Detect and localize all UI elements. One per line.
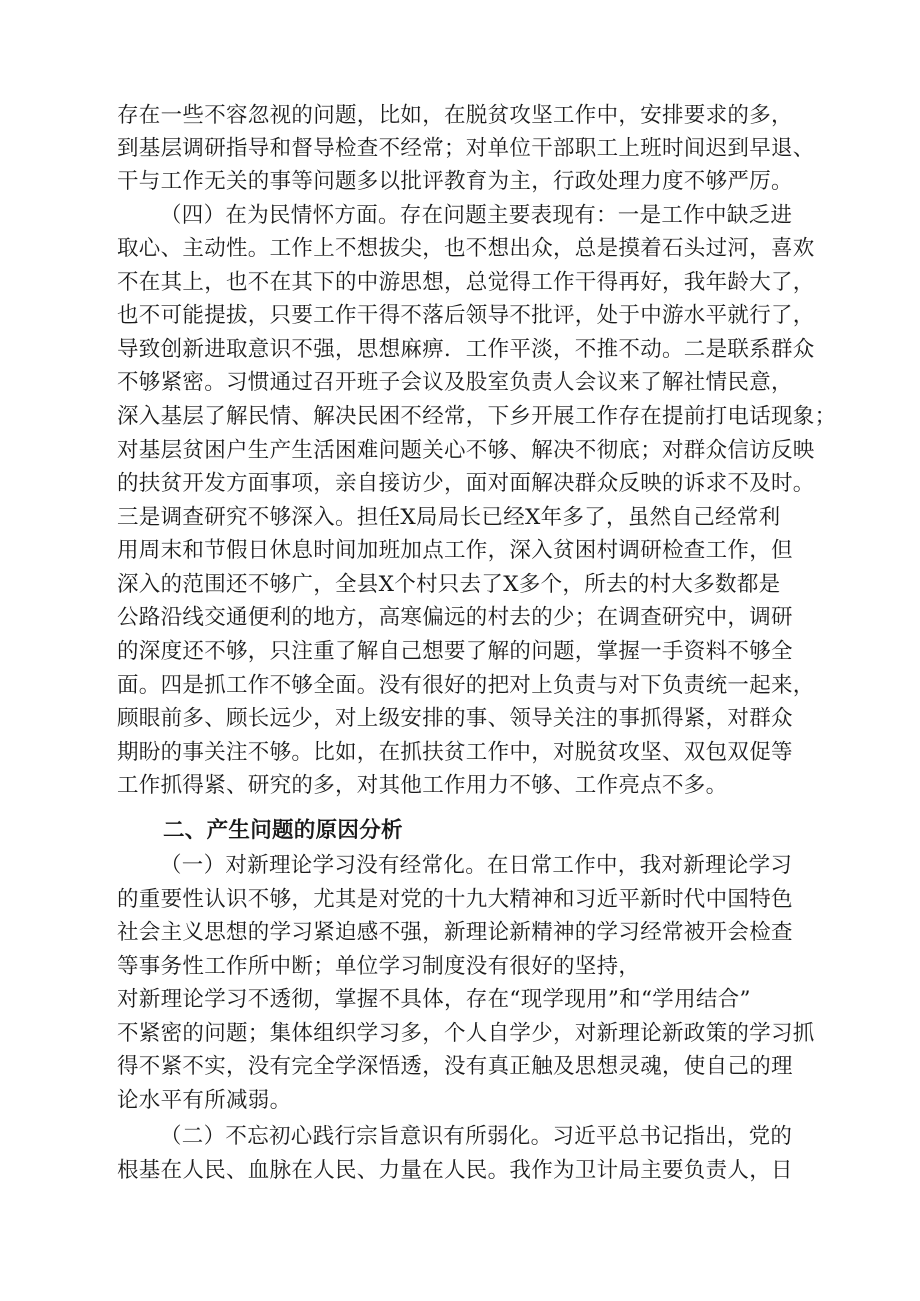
text-line: 存在一些不容忽视的问题，比如，在脱贫攻坚工作中，安排要求的多， [117,103,793,128]
text-line: 社会主义思想的学习紧迫感不强，新理论新精神的学习经常被开会检查 [117,920,793,945]
text-line: 期盼的事关注不够。比如，在抓扶贫工作中，对脱贫攻坚、双包双促等 [117,740,793,765]
text-line: 深入的范围还不够广，全县X个村只去了X多个，所去的村大多数都是 [117,572,781,597]
text-line: 导致创新进取意识不强，思想麻痹．工作平淡，不推不动。二是联系群众 [117,337,815,362]
text-line: 到基层调研指导和督导检查不经常；对单位干部职工上班时间迟到早退、 [117,136,815,161]
text-line: 工作抓得紧、研究的多，对其他工作用力不够、工作亮点不多。 [117,773,728,798]
text-line: 也不可能提拔，只要工作干得不落后领导不批评，处于中游水平就行了， [117,303,815,328]
text-line: 干与工作无关的事等问题多以批评教育为主，行政处理力度不够严厉。 [117,169,793,194]
text-line: （二）不忘初心践行宗旨意识有所弱化。习近平总书记指出，党的 [160,1124,793,1149]
text-line: 等事务性工作所中断；单位学习制度没有很好的坚持， [117,954,641,979]
text-line: 不在其上，也不在其下的中游思想，总觉得工作干得再好，我年龄大了， [117,270,815,295]
text-line: 用周末和节假日休息时间加班加点工作，深入贫困村调研检查工作，但 [117,538,793,563]
text-line: 得不紧不实，没有完全学深悟透，没有真正触及思想灵魂，使自己的理 [117,1054,793,1079]
text-line: 顾眼前多、顾长远少，对上级安排的事、领导关注的事抓得紧，对群众 [117,706,793,731]
text-line: 面。四是抓工作不够全面。没有很好的把对上负责与对下负责统一起来， [117,673,815,698]
text-line: 的深度还不够，只注重了解自己想要了解的问题，掌握一手资料不够全 [117,639,793,664]
text-line: 三是调查研究不够深入。担任X局局长已经X年多了，虽然自己经常利 [117,505,781,530]
section-heading: 二、产生问题的原因分析 [163,818,403,843]
text-line: 根基在人民、血脉在人民、力量在人民。我作为卫计局主要负责人，日 [117,1158,793,1183]
text-line: 取心、主动性。工作上不想拔尖，也不想出众，总是摸着石头过河，喜欢 [117,236,815,261]
text-line: 的扶贫开发方面事项，亲自接访少，面对面解决群众反映的诉求不及时。 [117,471,815,496]
text-line: 的重要性认识不够，尤其是对党的十九大精神和习近平新时代中国特色 [117,887,793,912]
text-line: 不紧密的问题；集体组织学习多，个人自学少，对新理论新政策的学习抓 [117,1021,815,1046]
text-line: （四）在为民情怀方面。存在问题主要表现有：一是工作中缺乏进 [160,203,793,228]
text-line: 对新理论学习不透彻，掌握不具体，存在“现学现用”和“学用结合” [117,987,751,1012]
text-line: （一）对新理论学习没有经常化。在日常工作中，我对新理论学习 [160,853,793,878]
text-line: 公路沿线交通便利的地方，高寒偏远的村去的少；在调查研究中，调研 [117,605,793,630]
text-line: 对基层贫困户生产生活困难问题关心不够、解决不彻底；对群众信访反映 [117,438,815,463]
text-line: 论水平有所减弱。 [117,1088,292,1113]
text-line: 不够紧密。习惯通过召开班子会议及股室负责人会议来了解社情民意， [117,370,793,395]
text-line: 深入基层了解民情、解决民困不经常，下乡开展工作存在提前打电话现象； [117,404,837,429]
